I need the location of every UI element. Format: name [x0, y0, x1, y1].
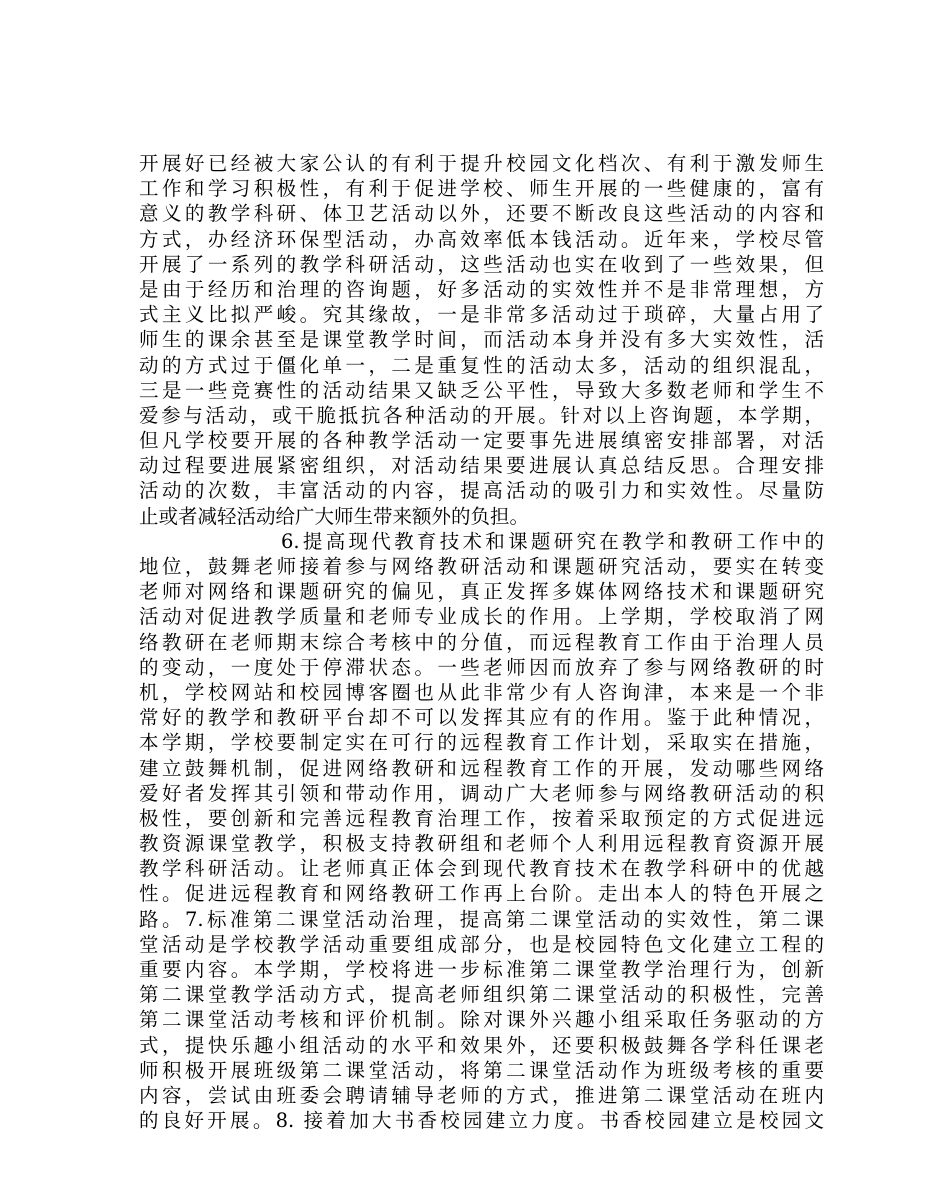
- text-line: 活动对促进教学质量和老师专业成长的作用。上学期，学校取消了网: [139, 605, 824, 629]
- text-line: 爱参与活动，或干脆抵抗各种活动的开展。针对以上咨询题，本学期，: [139, 403, 824, 427]
- text-line: 动过程要进展紧密组织，对活动结果要进展认真总结反思。合理安排: [139, 454, 824, 478]
- text-line: 老师对网络和课题研究的偏见，真正发挥多媒体网络技术和课题研究: [139, 580, 824, 604]
- text-line: 第二课堂活动考核和评价机制。除对课外兴趣小组采取任务驱动的方: [139, 1008, 824, 1032]
- text-line: 第二课堂教学活动方式，提高老师组织第二课堂活动的积极性，完善: [139, 983, 824, 1007]
- text-line: 路。7.标准第二课堂活动治理，提高第二课堂活动的实效性，第二课: [139, 907, 824, 931]
- text-line: 堂活动是学校教学活动重要组成部分，也是校园特色文化建立工程的: [139, 932, 824, 956]
- text-line: 教资源课堂教学，积极支持教研组和老师个人利用远程教育资源开展: [139, 832, 824, 856]
- section-heading-line: 6.提高现代教育技术和课题研究在教学和教研工作中的: [281, 529, 824, 553]
- text-line: 式，提快乐趣小组活动的水平和效果外，还要积极鼓舞各学科任课老: [139, 1033, 824, 1057]
- text-line: 建立鼓舞机制，促进网络教研和远程教育工作的开展，发动哪些网络: [139, 756, 824, 780]
- text-line: 是由于经历和治理的咨询题，好多活动的实效性并不是非常理想，方: [139, 277, 824, 301]
- text-line: 止或者减轻活动给广大师生带来额外的负担。: [139, 504, 530, 528]
- text-line: 极性，要创新和完善远程教育治理工作，按着采取预定的方式促进远: [139, 806, 824, 830]
- text-line: 开展好已经被大家公认的有利于提升校园文化档次、有利于激发师生: [139, 152, 824, 175]
- text-line: 重要内容。本学期，学校将进一步标准第二课堂教学治理行为，创新: [139, 958, 824, 981]
- text-line: 但凡学校要开展的各种教学活动一定要事先进展缜密安排部署，对活: [139, 429, 824, 453]
- text-line: 动的方式过于僵化单一，二是重复性的活动太多，活动的组织混乱，: [139, 353, 824, 377]
- text-line: 工作和学习积极性，有利于促进学校、师生开展的一些健康的，富有: [139, 177, 824, 201]
- text-line: 开展了一系列的教学科研活动，这些活动也实在收到了一些效果，但: [139, 252, 824, 276]
- text-line: 的良好开展。8. 接着加大书香校园建立力度。书香校园建立是校园文: [139, 1109, 824, 1133]
- text-line: 方式，办经济环保型活动，办高效率低本钱活动。近年来，学校尽管: [139, 227, 824, 251]
- text-line: 师积极开展班级第二课堂活动，将第二课堂活动作为班级考核的重要: [139, 1058, 824, 1082]
- text-line: 的变动，一度处于停滞状态。一些老师因而放弃了参与网络教研的时: [139, 655, 824, 679]
- text-line: 式主义比拟严峻。究其缘故，一是非常多活动过于琐碎，大量占用了: [139, 303, 824, 327]
- text-line: 常好的教学和教研平台却不可以发挥其应有的作用。鉴于此种情况，: [139, 706, 824, 730]
- text-line: 三是一些竞赛性的活动结果又缺乏公平性，导致大多数老师和学生不: [139, 378, 824, 402]
- text-line: 本学期，学校要制定实在可行的远程教育工作计划，采取实在措施，: [139, 731, 824, 755]
- text-line: 地位，鼓舞老师接着参与网络教研活动和课题研究活动，要实在转变: [139, 555, 824, 578]
- text-line: 机，学校网站和校园博客圈也从此非常少有人咨询津，本来是一个非: [139, 680, 824, 704]
- text-line: 性。促进远程教育和网络教研工作再上台阶。走出本人的特色开展之: [139, 882, 824, 906]
- text-line: 教学科研活动。让老师真正体会到现代教育技术在教学科研中的优越: [139, 857, 824, 881]
- text-line: 爱好者发挥其引领和带动作用，调动广大老师参与网络教研活动的积: [139, 781, 824, 805]
- text-line: 络教研在老师期末综合考核中的分值，而远程教育工作由于治理人员: [139, 630, 824, 654]
- text-line: 内容，尝试由班委会聘请辅导老师的方式，推进第二课堂活动在班内: [139, 1083, 824, 1107]
- text-line: 师生的课余甚至是课堂教学时间，而活动本身并没有多大实效性，活: [139, 328, 824, 352]
- text-line: 活动的次数，丰富活动的内容，提高活动的吸引力和实效性。尽量防: [139, 479, 824, 503]
- text-line: 意义的教学科研、体卫艺活动以外，还要不断改良这些活动的内容和: [139, 202, 824, 226]
- body-text: [139, 151, 824, 1133]
